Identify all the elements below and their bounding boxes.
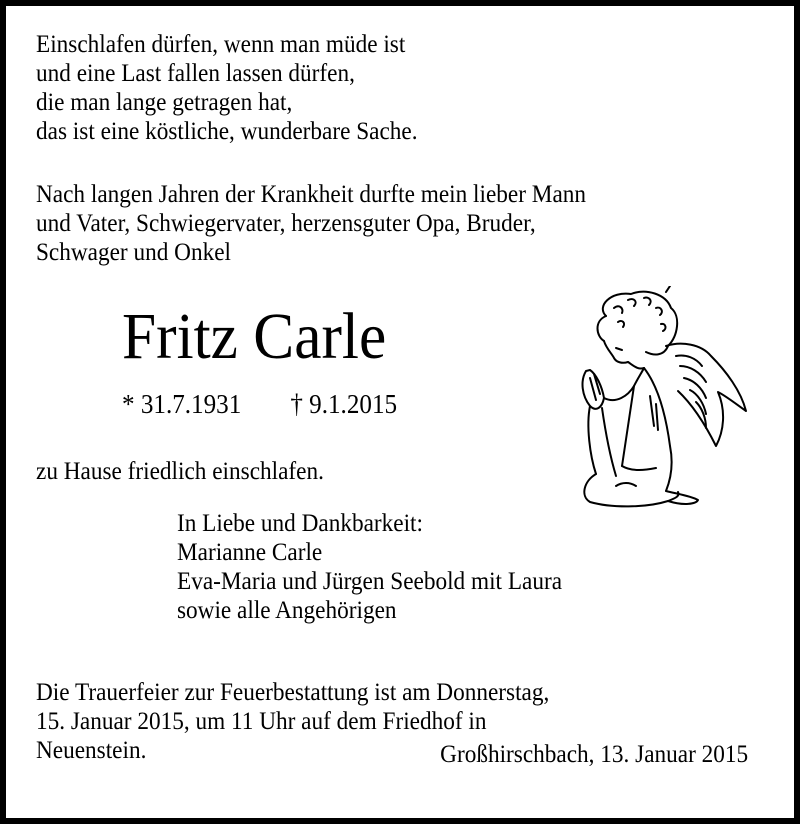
intro-line: Schwager und Onkel (36, 239, 231, 266)
mourner-name: Eva-Maria und Jürgen Seebold mit Laura (177, 568, 563, 595)
birth-date: * 31.7.1931 (122, 389, 242, 419)
poem-line: Einschlafen dürfen, wenn man müde ist (36, 31, 406, 58)
funeral-line: Die Trauerfeier zur Feuerbestattung ist am Donnerstag, (36, 679, 550, 706)
funeral-line: Neuenstein. (36, 737, 147, 764)
intro-line: und Vater, Schwiegervater, herzensguter Opa, Bruder, (36, 210, 536, 237)
mourner-name: Marianne Carle (177, 539, 323, 566)
closing-text: zu Hause friedlich einschlafen. (36, 458, 324, 485)
death-date: † 9.1.2015 (290, 389, 398, 419)
praying-angel-icon (566, 286, 751, 511)
poem (36, 30, 418, 146)
funeral-line: 15. Januar 2015, um 11 Uhr auf dem Friedhof in (36, 708, 487, 735)
deceased-name: Fritz Carle (122, 300, 387, 373)
poem-line: und eine Last fallen lassen dürfen, (36, 60, 355, 87)
intro-line: Nach langen Jahren der Krankheit durfte mein lieber Mann (36, 181, 587, 208)
mourner-name: sowie alle Angehörigen (177, 597, 397, 624)
mourners (177, 509, 562, 625)
intro-text (36, 180, 586, 267)
poem-line: das ist eine köstliche, wunderbare Sache. (36, 118, 418, 145)
mourners-heading: In Liebe und Dankbarkeit: (177, 510, 423, 537)
life-dates (122, 389, 397, 419)
poem-line: die man lange getragen hat, (36, 89, 293, 116)
place-and-date: Großhirschbach, 13. Januar 2015 (440, 741, 748, 768)
